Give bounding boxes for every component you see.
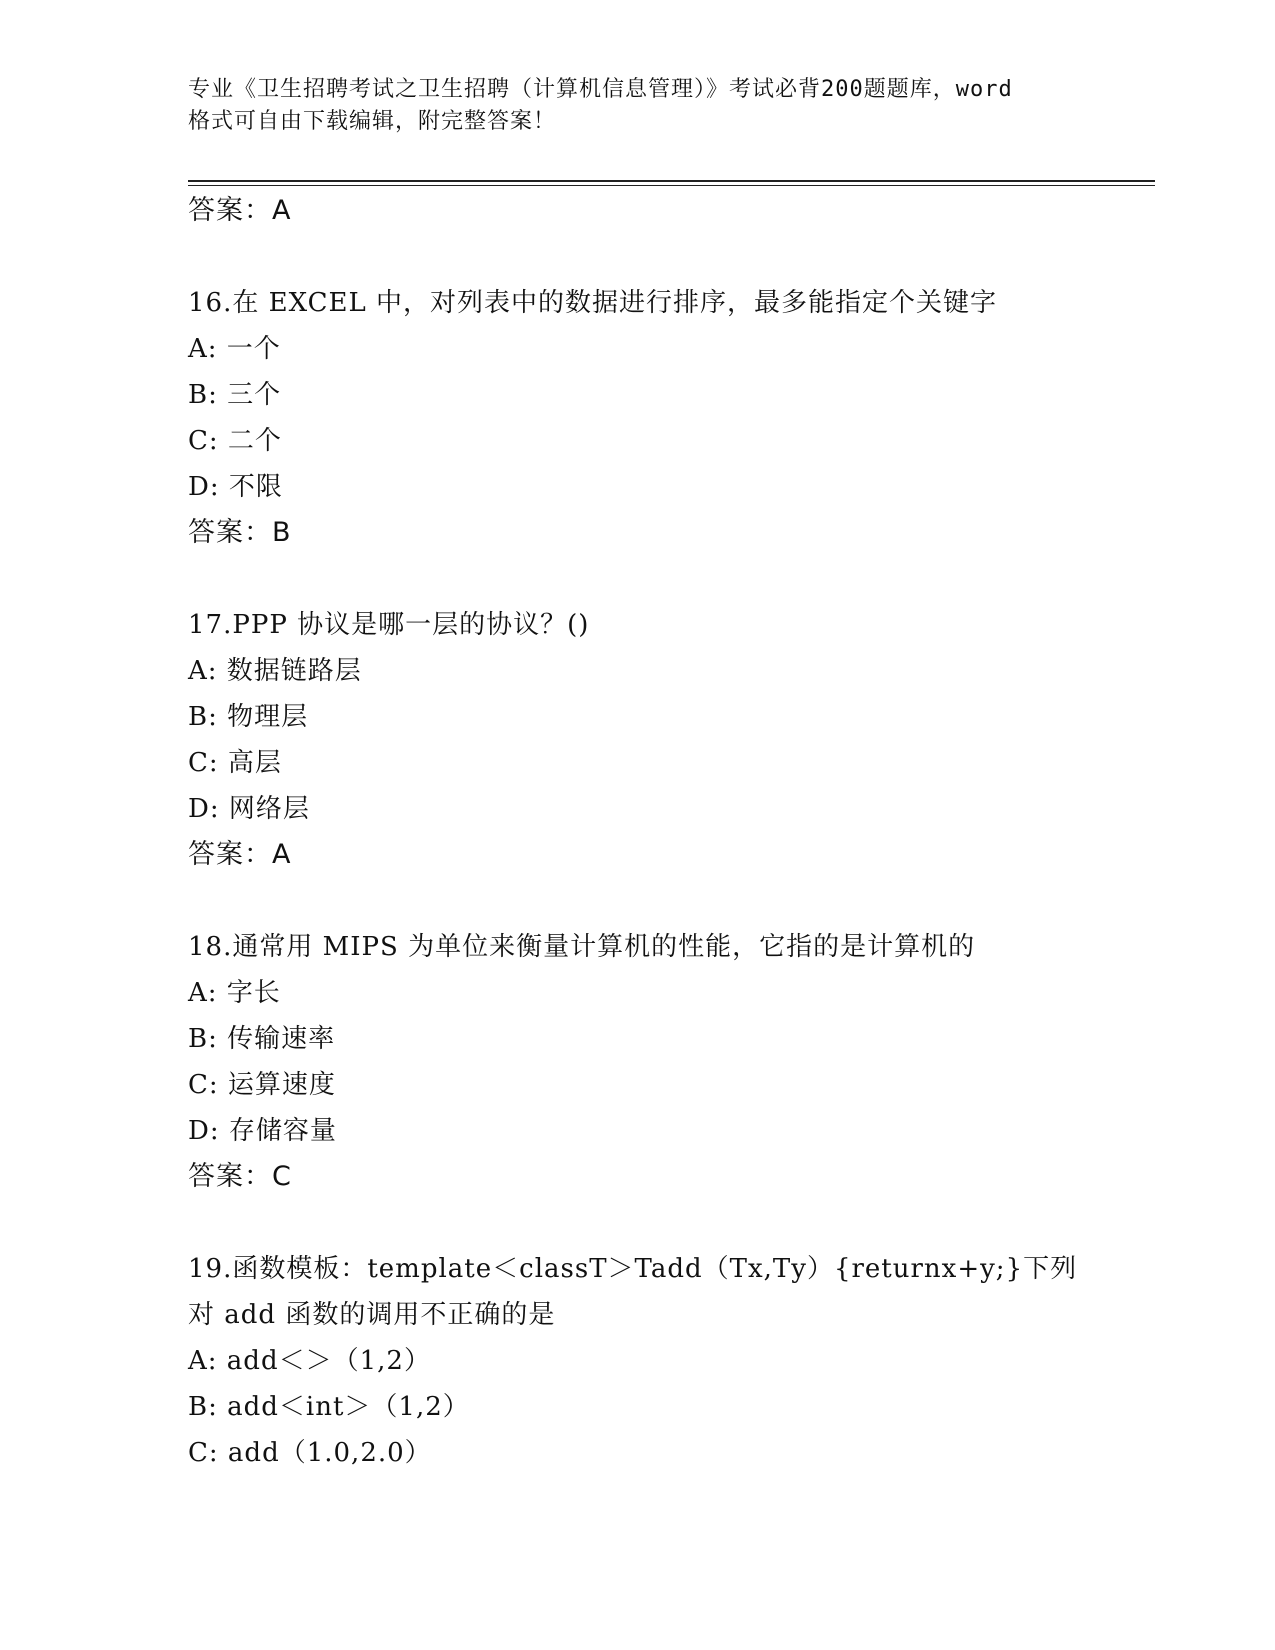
header-rule-thin xyxy=(188,185,1155,186)
question-text: 17.PPP 协议是哪一层的协议？() xyxy=(188,610,590,640)
spacer xyxy=(188,556,1148,602)
spacer xyxy=(188,1200,1148,1246)
question-text: 16.在 EXCEL 中，对列表中的数据进行排序，最多能指定个关键字 xyxy=(188,288,998,318)
option-c: C: 运算速度 xyxy=(188,1070,336,1100)
option-a: A: 一个 xyxy=(188,334,281,364)
question-17 xyxy=(188,602,1148,878)
question-16 xyxy=(188,280,1148,556)
option-c: C: 高层 xyxy=(188,748,282,778)
option-c: C: 二个 xyxy=(188,426,282,456)
question-list xyxy=(188,188,1148,1476)
option-d: D: 存储容量 xyxy=(188,1116,337,1146)
option-b: B: 物理层 xyxy=(188,702,309,732)
option-a: A: add＜＞（1,2） xyxy=(188,1346,431,1376)
question-19 xyxy=(188,1246,1148,1476)
question-text: 18.通常用 MIPS 为单位来衡量计算机的性能，它指的是计算机的 xyxy=(188,932,976,962)
option-b: B: 三个 xyxy=(188,380,282,410)
spacer xyxy=(188,878,1148,924)
answer-line: 答案：C xyxy=(188,1161,292,1192)
document-header xyxy=(188,74,1108,138)
header-line-1: 专业《卫生招聘考试之卫生招聘（计算机信息管理）》考试必背200题题库，word xyxy=(188,77,1013,102)
option-c: C: add（1.0,2.0） xyxy=(188,1438,432,1468)
question-text: 19.函数模板：template＜classT＞Tadd（Tx,Ty）{returnx+y;}下列 xyxy=(188,1254,1078,1284)
option-d: D: 不限 xyxy=(188,472,283,502)
option-a: A: 数据链路层 xyxy=(188,656,362,686)
question-text-continued: 对 add 函数的调用不正确的是 xyxy=(188,1300,556,1330)
option-a: A: 字长 xyxy=(188,978,281,1008)
answer-line: 答案：B xyxy=(188,517,292,548)
option-b: B: 传输速率 xyxy=(188,1024,336,1054)
answer-line: 答案：A xyxy=(188,195,292,226)
header-rule-thick xyxy=(188,180,1155,182)
answer-line: 答案：A xyxy=(188,839,292,870)
spacer xyxy=(188,234,1148,280)
option-b: B: add＜int＞（1,2） xyxy=(188,1392,470,1422)
question-18 xyxy=(188,924,1148,1200)
option-d: D: 网络层 xyxy=(188,794,310,824)
header-line-2: 格式可自由下载编辑，附完整答案！ xyxy=(188,109,557,134)
